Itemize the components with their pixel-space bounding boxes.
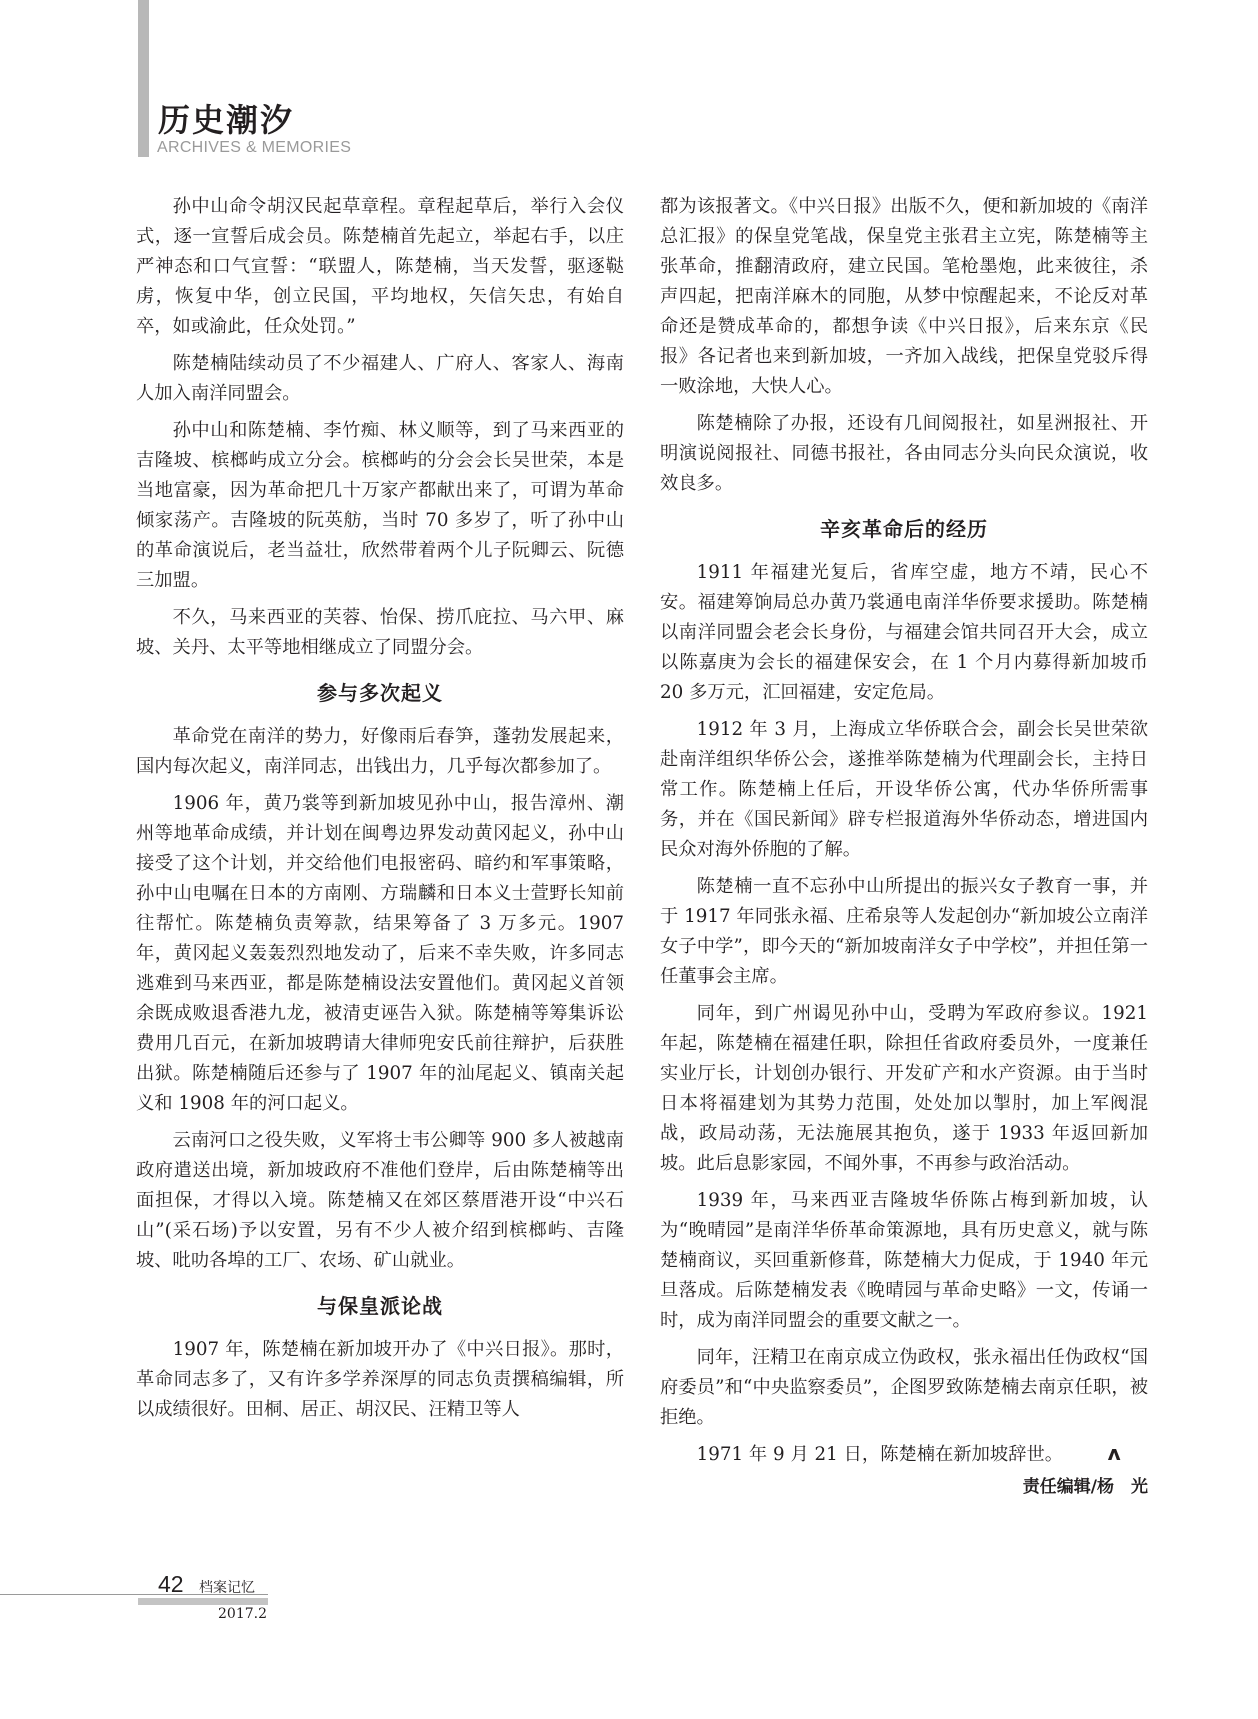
right-column [660, 192, 1148, 1502]
paragraph: 云南河口之役失败，义军将士韦公卿等 900 多人被越南政府遣送出境，新加坡政府不准他们登岸，后由陈楚楠等出面担保，才得以入境。陈楚楠又在郊区蔡厝港开设“中兴石山”(采石场)予以安置，另有不少人被介绍到槟榔屿、吉隆坡、吡叻各埠的工厂、农场、矿山就业。 [136, 1130, 624, 1271]
paragraph: 陈楚楠一直不忘孙中山所提出的振兴女子教育一事，并于 1917 年同张永福、庄希泉等人发起创办“新加坡公立南洋女子中学”，即今天的“新加坡南洋女子中学校”，并担任第一任董事会主席。 [660, 876, 1148, 987]
page-number: 42 [158, 1571, 184, 1597]
paragraph: 1912 年 3 月，上海成立华侨联合会，副会长吴世荣欲赴南洋组织华侨公会，遂推举陈楚楠为代理副会长，主持日常工作。陈楚楠上任后，开设华侨公寓，代办华侨所需事务，并在《国民新闻》辟专栏报道海外华侨动态，增进国内民众对海外侨胞的了解。 [660, 719, 1148, 860]
final-sentence: 1971 年 9 月 21 日，陈楚楠在新加坡辞世。 [696, 1444, 1064, 1465]
paragraph-final [660, 1440, 1148, 1470]
header-accent-bar [138, 0, 149, 157]
paragraph: 1911 年福建光复后，省库空虚，地方不靖，民心不安。福建筹饷局总办黄乃裳通电南洋华侨要求援助。陈楚楠以南洋同盟会老会长身份，与福建会馆共同召开大会，成立以陈嘉庚为会长的福建保安会，在 1 个月内募得新加坡币 20 多万元，汇回福建，安定危局。 [660, 562, 1148, 703]
section-subtitle: ARCHIVES & MEMORIES [157, 139, 352, 156]
responsible-editor: 责任编辑/杨 光 [1022, 1477, 1148, 1497]
left-column [136, 192, 624, 1425]
issue-number: 2017.2 [218, 1606, 267, 1622]
section-title: 历史潮汐 [158, 101, 295, 139]
paragraph: 同年，到广州谒见孙中山，受聘为军政府参议。1921 年起，陈楚楠在福建任职，除担任省政府委员外，一度兼任实业厅长，计划创办银行、开发矿产和水产资源。由于当时日本将福建划为其势力范围，处处加以掣肘，加上军阀混战，政局动荡，无法施展其抱负，遂于 1933 年返回新加坡。此后息影家园，不闻外事，不再参与政治活动。 [660, 1003, 1148, 1174]
paragraph: 同年，汪精卫在南京成立伪政权，张永福出任伪政权“国府委员”和“中央监察委员”，企图罗致陈楚楠去南京任职，被拒绝。 [660, 1347, 1148, 1428]
paragraph: 1939 年，马来西亚吉隆坡华侨陈占梅到新加坡，认为“晚晴园”是南洋华侨革命策源地，具有历史意义，就与陈楚楠商议，买回重新修葺，陈楚楠大力促成，于 1940 年元旦落成。后陈楚楠发表《晚晴园与革命史略》一文，传诵一时，成为南洋同盟会的重要文献之一。 [660, 1190, 1148, 1331]
magazine-name: 档案记忆 [199, 1580, 255, 1596]
paragraph: 1906 年，黄乃裳等到新加坡见孙中山，报告漳州、潮州等地革命成绩，并计划在闽粤边界发动黄冈起义，孙中山接受了这个计划，并交给他们电报密码、暗约和军事策略，孙中山电嘱在日本的方南刚、方瑞麟和日本义士萱野长知前往帮忙。陈楚楠负责筹款，结果筹备了 3 万多元。1907 年，黄冈起义轰轰烈烈地发动了，后来不幸失败，许多同志逃难到马来西亚，都是陈楚楠设法安置他们。黄冈起义首领余既成败退香港九龙，被清吏诬告入狱。陈楚楠等筹集诉讼费用几百元，在新加坡聘请大律师兜安氏前往辩护，后获胜出狱。陈楚楠随后还参与了 1907 年的汕尾起义、镇南关起义和 1908 年的河口起义。 [136, 793, 624, 1114]
footer-accent-bar [138, 1598, 268, 1605]
paragraph: 陈楚楠除了办报，还设有几间阅报社，如星洲报社、开明演说阅报社、同德书报社，各由同志分头向民众演说，收效良多。 [660, 413, 1148, 494]
end-mark-icon: ʌ [1107, 1441, 1121, 1465]
paragraph-continued: 都为该报著文。《中兴日报》出版不久，便和新加坡的《南洋总汇报》的保皇党笔战，保皇党主张君主立宪，陈楚楠等主张革命，推翻清政府，建立民国。笔枪墨炮，此来彼往，杀声四起，把南洋麻木的同胞，从梦中惊醒起来，不论反对革命还是赞成革命的，都想争读《中兴日报》，后来东京《民报》各记者也来到新加坡，一齐加入战线，把保皇党驳斥得一败涂地，大快人心。 [660, 196, 1148, 397]
section-heading: 与保皇派论战 [317, 1294, 443, 1318]
paragraph: 陈楚楠陆续动员了不少福建人、广府人、客家人、海南人加入南洋同盟会。 [136, 353, 624, 404]
paragraph: 孙中山和陈楚楠、李竹痴、林义顺等，到了马来西亚的吉隆坡、槟榔屿成立分会。槟榔屿的分会会长吴世荣，本是当地富豪，因为革命把几十万家产都献出来了，可谓为革命倾家荡产。吉隆坡的阮英舫，当时 70 多岁了，听了孙中山的革命演说后，老当益壮，欣然带着两个儿子阮卿云、阮德三加盟。 [136, 420, 624, 591]
paragraph: 孙中山命令胡汉民起草章程。章程起草后，举行入会仪式，逐一宣誓后成会员。陈楚楠首先起立，举起右手，以庄严神态和口气宣誓：“联盟人，陈楚楠，当天发誓，驱逐鞑虏，恢复中华，创立民国，平均地权，矢信矢忠，有始自卒，如或渝此，任众处罚。” [136, 196, 624, 337]
paragraph: 1907 年，陈楚楠在新加坡开办了《中兴日报》。那时，革命同志多了，又有许多学养深厚的同志负责撰稿编辑，所以成绩很好。田桐、居正、胡汉民、汪精卫等人 [136, 1339, 624, 1420]
paragraph: 不久，马来西亚的芙蓉、怡保、捞爪庇拉、马六甲、麻坡、关丹、太平等地相继成立了同盟分会。 [136, 607, 624, 658]
paragraph: 革命党在南洋的势力，好像雨后春笋，蓬勃发展起来，国内每次起义，南洋同志，出钱出力，几乎每次都参加了。 [136, 726, 624, 777]
section-heading: 参与多次起义 [317, 681, 443, 705]
section-heading: 辛亥革命后的经历 [820, 517, 988, 541]
